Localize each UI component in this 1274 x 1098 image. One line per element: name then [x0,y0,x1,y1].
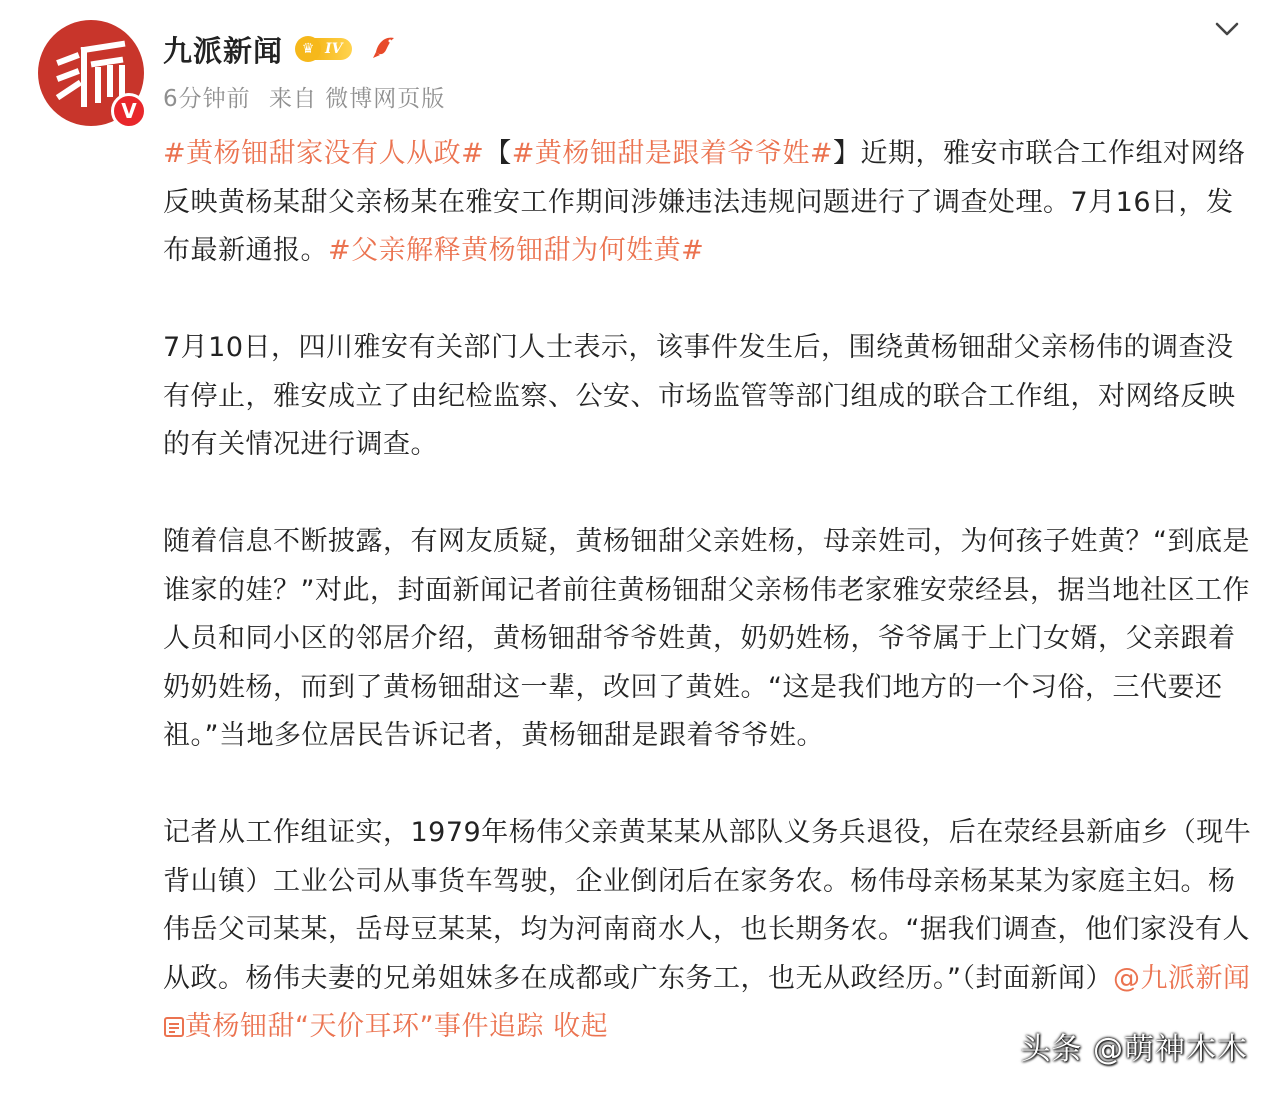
chevron-down-icon[interactable] [1212,14,1242,44]
vip-level: IV [315,38,352,60]
koi-fish-icon[interactable] [372,32,398,67]
author-name[interactable]: 九派新闻 [163,33,284,68]
hashtag-no-politics[interactable]: #黄杨钿甜家没有人从政# [163,138,485,169]
post-meta [163,80,445,113]
crown-icon: ♛ [295,36,321,62]
paragraph-1-text: 】近期，雅安市联合工作组对网络反映黄杨某甜父亲杨某在雅安工作期间涉嫌违法违规问题进行了调查处理。7月16日，发布最新通报。 [163,138,1246,266]
verified-badge [111,93,147,129]
paragraph-2: 7月10日，四川雅安有关部门人士表示，该事件发生后，围绕黄杨钿甜父亲杨伟的调查没有停止，雅安成立了由纪检监察、公安、市场监管等部门组成的联合工作组，对网络反映的有关情况进行调查。 [163,332,1236,460]
paragraph-3: 随着信息不断披露，有网友质疑，黄杨钿甜父亲姓杨，母亲姓司，为何孩子姓黄？“到底是谁家的娃？”对此，封面新闻记者前往黄杨钿甜父亲杨伟老家雅安荥经县，据当地社区工作人员和同小区的邻居介绍，黄杨钿甜爷爷姓黄，奶奶姓杨，爷爷属于上门女婿，父亲跟着奶奶姓杨，而到了黄杨钿甜这一辈，改回了黄姓。“这是我们地方的一个习俗，三代要还祖。”当地多位居民告诉记者，黄杨钿甜是跟着爷爷姓。 [163,526,1250,751]
bracket-open: 【 [484,138,512,169]
mention-jiupai[interactable]: @九派新闻 [1113,962,1251,994]
hashtag-father-explains[interactable]: #父亲解释黄杨钿甜为何姓黄# [328,235,705,266]
post-header [163,26,398,72]
vip-badge[interactable] [295,36,352,62]
post-source: 来自 微博网页版 [268,86,446,112]
article-link-icon [163,1011,185,1042]
hashtag-grandfather-surname[interactable]: #黄杨钿甜是跟着爷爷姓# [511,138,833,169]
paragraph-1 [163,130,1253,276]
article-link[interactable] [163,1011,544,1042]
watermark: 头条 @萌神木木 [1020,1032,1248,1067]
post-time[interactable]: 6分钟前 [163,86,251,112]
paragraph-4-text: 记者从工作组证实，1979年杨伟父亲黄某某从部队义务兵退役，后在荥经县新庙乡（现牛背山镇）工业公司从事货车驾驶，企业倒闭后在家务农。杨伟母亲杨某某为家庭主妇。杨伟岳父司某某，岳母豆某某，均为河南商水人，也长期务农。“据我们调查，他们家没有人从政。杨伟夫妻的兄弟姐妹多在成都或广东务工，也无从政经历。”（封面新闻） [163,817,1252,994]
verified-letter: V [121,99,137,123]
paragraph-4 [163,809,1253,1052]
post-content [163,130,1253,1052]
article-link-text: 黄杨钿甜“天价耳环”事件追踪 [185,1011,544,1042]
collapse-link[interactable]: 收起 [553,1011,609,1042]
